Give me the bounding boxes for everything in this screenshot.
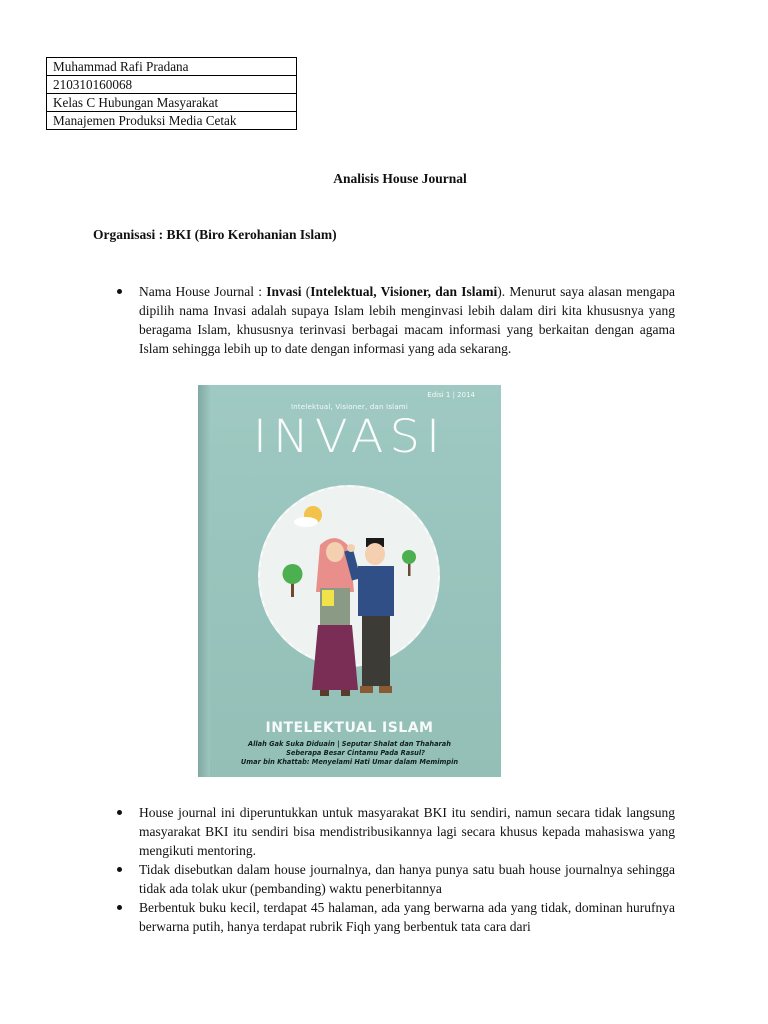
cover-blurb: Seberapa Besar Cintamu Pada Rasul?	[286, 749, 425, 757]
tree-right-icon	[402, 550, 416, 564]
list-item	[93, 282, 675, 358]
girl-skirt	[312, 625, 358, 690]
cover-title: INVASI	[252, 410, 447, 464]
boy-jacket	[358, 566, 394, 616]
bullet-list-analysis	[93, 803, 675, 936]
girl-book	[322, 590, 334, 606]
list-item: House journal ini diperuntukkan untuk masyarakat BKI itu sendiri, namun secara tidak langsung masyarakat BKI itu sendiri bisa mendistribusikannya lagi secara khusus kepada mahasiswa yang mengikuti mentoring.	[93, 803, 675, 860]
bullet-list-intro	[93, 282, 675, 358]
girl-face	[326, 542, 344, 562]
cover-blurb: Allah Gak Suka Diduain | Seputar Shalat dan Thaharah	[248, 740, 451, 748]
table-row	[47, 58, 297, 76]
student-name: Muhammad Rafi Pradana	[47, 58, 297, 76]
list-item	[93, 898, 675, 936]
cloud-icon	[294, 517, 318, 527]
boy-trousers	[362, 616, 390, 686]
table-row	[47, 112, 297, 130]
student-class: Kelas C Hubungan Masyarakat	[47, 94, 297, 112]
cover-tagline: Intelektual, Visioner, dan Islami	[291, 403, 408, 411]
table-row	[47, 94, 297, 112]
student-info-table	[46, 57, 297, 130]
bullet-text: Berbentuk buku kecil, terdapat 45 halaman, ada yang berwarna ada yang tidak, dominan hurufnya berwarna putih, hanya terdapat rubrik Fiqh yang berbentuk tata cara dari	[139, 900, 675, 934]
student-id: 210310160068	[47, 76, 297, 94]
journal-name-expansion: Intelektual, Visioner, dan Islami	[310, 284, 498, 299]
organization-heading: Organisasi : BKI (Biro Kerohanian Islam)	[93, 227, 337, 242]
paren-open: (	[301, 284, 311, 299]
boy-face	[365, 543, 385, 565]
table-row	[47, 76, 297, 94]
paren-close: ).	[497, 284, 506, 299]
journal-name: Invasi	[266, 284, 302, 299]
cover-illustration	[258, 500, 438, 710]
bullet-text: Menurut saya alasan mengapa dipilih nama Invasi adalah supaya Islam lebih menginvasi lebih dalam diri kita khususnya yang beragama Islam, khususnya terinvasi berbagai macam informasi yang berkaitan dengan agama Islam sehingga lebih up to date dengan informasi yang ada sekarang.	[139, 284, 676, 356]
cover-blurb: Umar bin Khattab: Menyelami Hati Umar dalam Memimpin	[240, 758, 459, 766]
document-title: Analisis House Journal	[333, 171, 467, 186]
tree-left-icon	[283, 564, 303, 584]
cover-blurbs	[198, 740, 501, 767]
course-name: Manajemen Produksi Media Cetak	[47, 112, 297, 130]
magazine-cover-photo	[198, 385, 501, 777]
list-item: Tidak disebutkan dalam house journalnya, dan hanya punya satu buah house journalnya sehingga tidak ada tolak ukur (pembanding) waktu penerbitannya	[93, 860, 675, 898]
cover-edition: Edisi 1 | 2014	[427, 391, 475, 399]
bullet-prefix: Nama House Journal :	[139, 284, 267, 299]
cover-subtitle: INTELEKTUAL ISLAM	[265, 720, 434, 736]
